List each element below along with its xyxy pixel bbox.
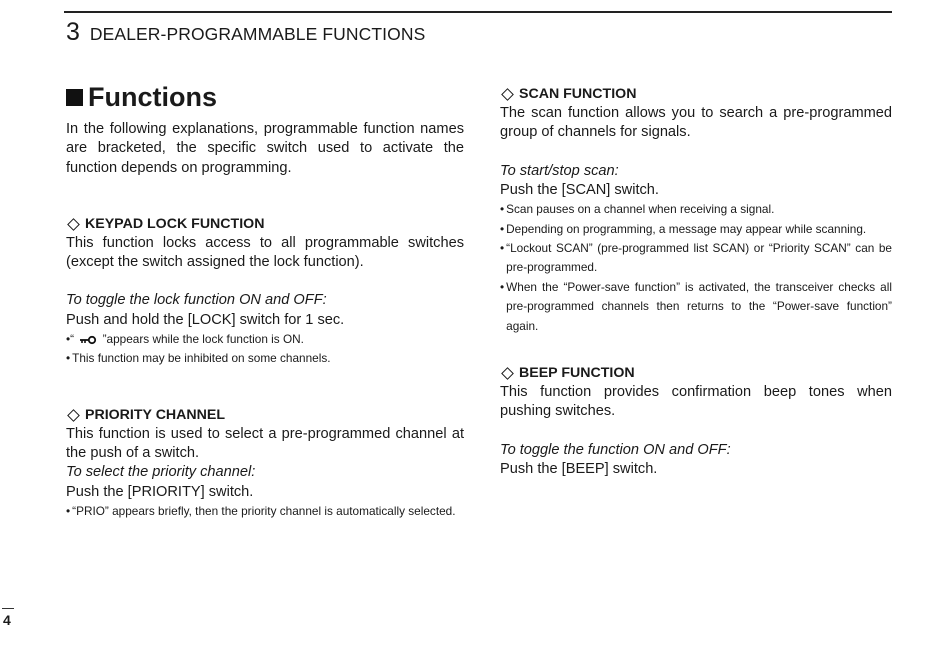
page-number-rule <box>2 608 14 609</box>
hollow-diamond-icon <box>67 218 80 231</box>
priority-bullet: • “PRIO” appears briefly, then the priority channel is automatically selected. <box>66 504 456 519</box>
hollow-diamond-icon <box>501 367 514 380</box>
priority-section <box>66 406 464 522</box>
scan-section <box>500 85 892 336</box>
scan-body: The scan function allows you to search a pre-programmed group of channels for signals. <box>500 105 892 141</box>
keypad-lock-body: This function locks access to all programmable switches (except the switch assigned the lock function). <box>66 234 464 271</box>
beep-heading <box>500 364 892 383</box>
scan-instruction: To start/stop scan: <box>500 162 619 179</box>
icon-bullet-prefix: •“ <box>66 332 75 347</box>
header-rule <box>64 11 892 13</box>
scan-heading-text: SCAN FUNCTION <box>519 86 637 102</box>
chapter-title: DEALER-PROGRAMMABLE FUNCTIONS <box>89 24 426 44</box>
filled-square-icon <box>66 89 83 106</box>
beep-heading-text: BEEP FUNCTION <box>519 365 635 382</box>
page-number: 4 <box>3 612 11 628</box>
keypad-lock-instruction: To toggle the lock function ON and OFF: <box>66 292 327 309</box>
beep-instruction: To toggle the function ON and OFF: <box>500 441 731 458</box>
priority-instruction: To select the priority channel: <box>66 464 256 481</box>
scan-bullet: • When the “Power-save function” is activated, the transceiver checks all pre-programmed channels then returns to the “Power-save function” again. <box>500 279 892 333</box>
keypad-lock-heading-text: KEYPAD LOCK FUNCTION <box>85 215 265 232</box>
hollow-diamond-icon <box>67 409 80 422</box>
chapter-header <box>66 18 425 50</box>
beep-body: This function provides confirmation beep tones when pushing switches. <box>500 384 892 420</box>
priority-heading-text: PRIORITY CHANNEL <box>85 406 226 423</box>
right-column <box>500 85 892 479</box>
keypad-lock-heading <box>66 215 464 234</box>
icon-bullet-suffix: ”appears while the lock function is ON. <box>102 332 304 347</box>
keypad-lock-bullet: • This function may be inhibited on some channels. <box>66 351 331 366</box>
priority-heading <box>66 406 464 425</box>
hollow-diamond-icon <box>501 88 514 101</box>
scan-action: Push the [SCAN] switch. <box>500 181 659 198</box>
beep-action: Push the [BEEP] switch. <box>500 460 658 477</box>
section-intro: In the following explanations, programmable function names are bracketed, the specific switch used to activate the function depends on programming. <box>66 121 464 176</box>
keypad-lock-section <box>66 215 464 369</box>
keypad-lock-icon-bullet <box>66 330 464 349</box>
scan-heading <box>500 85 892 104</box>
key-icon <box>79 335 97 345</box>
beep-section <box>500 364 892 479</box>
priority-body: This function is used to select a pre-programmed channel at the push of a switch. <box>66 425 464 462</box>
scan-bullet: • Depending on programming, a message may appear while scanning. <box>500 221 867 236</box>
left-column <box>66 80 464 521</box>
section-title-text: Functions <box>88 82 217 112</box>
keypad-lock-action: Push and hold the [LOCK] switch for 1 sec. <box>66 311 345 328</box>
scan-bullet: • Scan pauses on a channel when receiving a signal. <box>500 202 775 217</box>
priority-action: Push the [PRIORITY] switch. <box>66 483 254 500</box>
section-title <box>66 80 464 114</box>
chapter-number: 3 <box>66 18 80 46</box>
scan-bullet: • “Lockout SCAN” (pre-programmed list SCAN) or “Priority SCAN” can be pre-programmed. <box>500 241 892 275</box>
